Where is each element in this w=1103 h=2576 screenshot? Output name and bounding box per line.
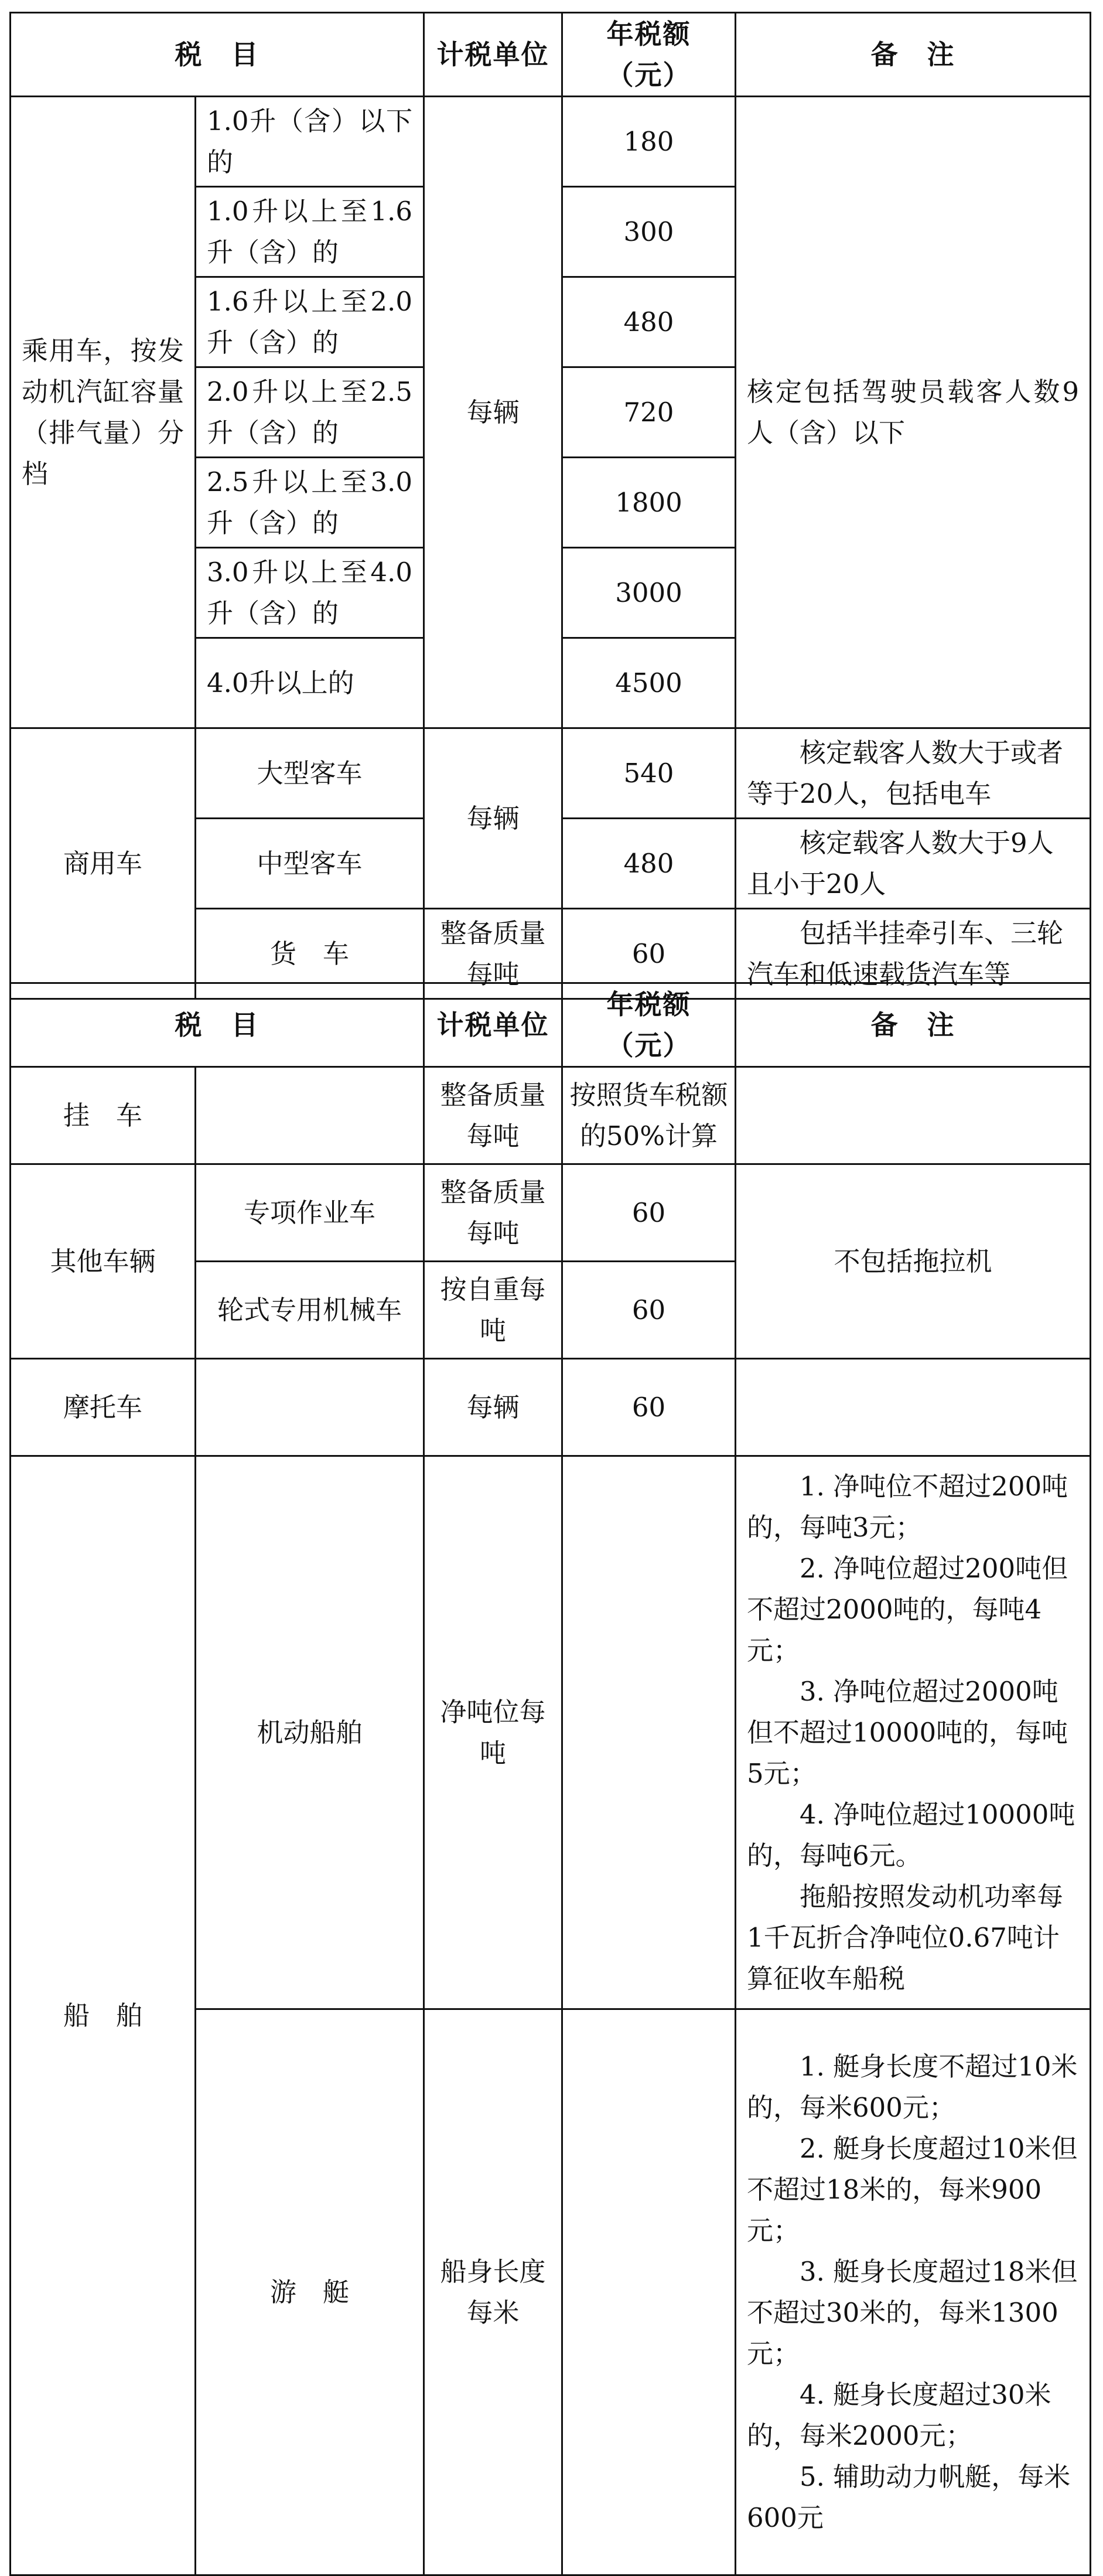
motor-vessel-item: 机动船舶 xyxy=(196,1456,424,2009)
trailer-tax: 按照货车税额的50%计算 xyxy=(562,1067,736,1164)
trailer-unit: 整备质量每吨 xyxy=(424,1067,562,1164)
tax-amount: 60 xyxy=(562,1262,736,1359)
empty-cell xyxy=(736,1067,1091,1164)
tax-amount: 60 xyxy=(562,1164,736,1262)
yacht-item: 游 艇 xyxy=(196,2009,424,2575)
empty-cell xyxy=(736,1359,1091,1456)
tax-amount: 300 xyxy=(562,187,736,277)
truck-item: 货 车 xyxy=(196,909,424,999)
header-annual-tax: 年税额（元） xyxy=(562,983,736,1067)
other-vehicles-category: 其他车辆 xyxy=(11,1164,196,1359)
header-note: 备 注 xyxy=(736,13,1091,97)
vessel-category: 船 舶 xyxy=(11,1456,196,2575)
table-row xyxy=(11,1067,1091,1164)
tax-amount: 60 xyxy=(562,1359,736,1456)
displacement-item: 2.0升以上至2.5升（含）的 xyxy=(196,367,424,458)
large-bus-note: 核定载客人数大于或者等于20人，包括电车 xyxy=(736,728,1091,819)
bus-unit: 每辆 xyxy=(424,728,562,909)
table-row xyxy=(11,97,1091,187)
header-annual-tax: 年税额（元） xyxy=(562,13,736,97)
empty-cell xyxy=(562,1456,736,2009)
displacement-item: 2.5升以上至3.0升（含）的 xyxy=(196,458,424,548)
table-row xyxy=(11,728,1091,819)
table-row xyxy=(11,1164,1091,1262)
vehicle-tax-table-2 xyxy=(9,982,1091,2576)
header-tax-item: 税 目 xyxy=(11,983,424,1067)
displacement-item: 1.6升以上至2.0升（含）的 xyxy=(196,277,424,367)
truck-unit: 整备质量每吨 xyxy=(424,909,562,999)
empty-cell xyxy=(196,1067,424,1164)
passenger-note: 核定包括驾驶员载客人数9人（含）以下 xyxy=(736,97,1091,728)
empty-cell xyxy=(196,1359,424,1456)
header-tax-item: 税 目 xyxy=(11,13,424,97)
tax-amount: 1800 xyxy=(562,458,736,548)
large-bus-item: 大型客车 xyxy=(196,728,424,819)
passenger-unit: 每辆 xyxy=(424,97,562,728)
header-note: 备 注 xyxy=(736,983,1091,1067)
wheeled-machinery-item: 轮式专用机械车 xyxy=(196,1262,424,1359)
medium-bus-item: 中型客车 xyxy=(196,819,424,909)
motor-vessel-unit: 净吨位每吨 xyxy=(424,1456,562,2009)
other-vehicles-note: 不包括拖拉机 xyxy=(736,1164,1091,1359)
trailer-category: 挂 车 xyxy=(11,1067,196,1164)
tax-amount: 60 xyxy=(562,909,736,999)
special-vehicle-unit: 整备质量每吨 xyxy=(424,1164,562,1262)
displacement-item: 3.0升以上至4.0升（含）的 xyxy=(196,548,424,638)
displacement-item: 1.0升以上至1.6升（含）的 xyxy=(196,187,424,277)
tax-amount: 3000 xyxy=(562,548,736,638)
yacht-note: 1. 艇身长度不超过10米的，每米600元； 2. 艇身长度超过10米但不超过18米的，每米900元； 3. 艇身长度超过18米但不超过30米的，每米1300元； 4. 艇身长度超过30米的，每米2000元； 5. 辅助动力帆艇，每米600元 xyxy=(736,2009,1091,2575)
wheeled-machinery-unit: 按自重每吨 xyxy=(424,1262,562,1359)
motorcycle-unit: 每辆 xyxy=(424,1359,562,1456)
empty-cell xyxy=(562,2009,736,2575)
passenger-car-category: 乘用车，按发动机汽缸容量（排气量）分档 xyxy=(11,97,196,728)
header-row xyxy=(11,13,1091,97)
header-unit: 计税单位 xyxy=(424,13,562,97)
motorcycle-category: 摩托车 xyxy=(11,1359,196,1456)
header-row xyxy=(11,983,1091,1067)
displacement-item: 1.0升（含）以下的 xyxy=(196,97,424,187)
table-row xyxy=(11,1456,1091,2009)
commercial-car-category: 商用车 xyxy=(11,728,196,999)
tax-amount: 540 xyxy=(562,728,736,819)
vehicle-tax-table-1 xyxy=(9,12,1091,1000)
motor-vessel-note: 1. 净吨位不超过200吨的，每吨3元； 2. 净吨位超过200吨但不超过2000吨的，每吨4元； 3. 净吨位超过2000吨但不超过10000吨的，每吨5元； 4. 净吨位超过10000吨的，每吨6元。 拖船按照发动机功率每1千瓦折合净吨位0.67吨计算征收车船税 xyxy=(736,1456,1091,2009)
tax-amount: 180 xyxy=(562,97,736,187)
special-vehicle-item: 专项作业车 xyxy=(196,1164,424,1262)
displacement-item: 4.0升以上的 xyxy=(196,638,424,728)
truck-note: 包括半挂牵引车、三轮汽车和低速载货汽车等 xyxy=(736,909,1091,999)
table-row xyxy=(11,1359,1091,1456)
tax-amount: 480 xyxy=(562,277,736,367)
medium-bus-note: 核定载客人数大于9人且小于20人 xyxy=(736,819,1091,909)
tax-amount: 480 xyxy=(562,819,736,909)
header-unit: 计税单位 xyxy=(424,983,562,1067)
tax-amount: 4500 xyxy=(562,638,736,728)
yacht-unit: 船身长度每米 xyxy=(424,2009,562,2575)
tax-amount: 720 xyxy=(562,367,736,458)
